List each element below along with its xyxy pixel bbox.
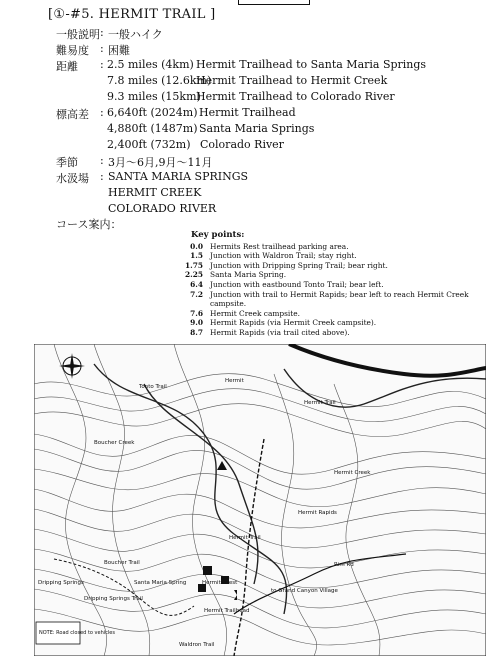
distance-colon: :	[100, 58, 104, 71]
map-label-hermit-trailhead: Hermit Trailhead	[204, 608, 250, 614]
map-label-hermits-rest: Hermits Rest	[202, 580, 238, 586]
key-point-mile: 1.75	[184, 260, 203, 270]
season-value: 3月～6月,9月～11月	[108, 156, 213, 169]
key-point	[183, 309, 483, 319]
elevation-value: 6,640ft (2024m)	[107, 106, 198, 119]
key-point	[183, 280, 483, 290]
season-label: 季節	[56, 156, 78, 169]
key-points-heading: Key points:	[191, 230, 245, 240]
elevation-colon: :	[100, 106, 104, 119]
key-point	[183, 251, 483, 261]
key-point-text: Hermit Rapids (via trail cited above).	[210, 327, 350, 337]
distance-value: 9.3 miles (15km)	[107, 90, 201, 103]
difficulty-label: 難易度	[56, 44, 89, 57]
description-colon: :	[100, 26, 104, 39]
note-text: NOTE: Road closed to vehicles	[39, 630, 115, 636]
key-point-text: Junction with eastbound Tonto Trail; bear left.	[210, 279, 384, 289]
key-point-mile: 9.0	[190, 318, 203, 328]
cropped-header-box	[238, 0, 310, 5]
key-point	[183, 318, 483, 328]
key-point-text: Junction with trail to Hermit Rapids; bear left to reach Hermit Creek campsite.	[210, 289, 469, 309]
elevation-value: 4,880ft (1487m)	[107, 122, 198, 135]
difficulty-colon: :	[100, 42, 104, 55]
elevation-value: 2,400ft (732m)	[107, 138, 191, 151]
water-source: COLORADO RIVER	[108, 202, 217, 215]
water-source: HERMIT CREEK	[108, 186, 202, 199]
map-label-waldron-trail: Waldron Trail	[179, 642, 215, 648]
map-label-dripping-springs: Dripping Springs	[38, 580, 84, 586]
elevation-desc: Hermit Trailhead	[199, 106, 296, 119]
page-title: [①-#5. HERMIT TRAIL ]	[48, 7, 216, 22]
key-point-text: Junction with Waldron Trail; stay right.	[210, 251, 357, 261]
map-label-hermit-trail-mid: Hermit Trail	[304, 400, 336, 406]
key-point	[183, 270, 483, 280]
course-guide-label: コース案内：	[56, 218, 122, 231]
key-point-text: Santa Maria Spring.	[210, 270, 287, 280]
key-point-text: Hermits Rest trailhead parking area.	[210, 241, 349, 251]
map-label-santa-maria-spring: Santa Maria Spring	[134, 580, 187, 586]
map-label-hermit-top: Hermit	[225, 378, 244, 384]
distance-desc: Hermit Trailhead to Hermit Creek	[196, 74, 388, 87]
description-label: 一般説明	[56, 28, 100, 41]
key-point	[183, 328, 483, 338]
key-point-mile: 8.7	[190, 327, 203, 337]
distance-value: 2.5 miles (4km)	[107, 58, 194, 71]
key-point	[183, 242, 483, 252]
key-points-list	[183, 231, 483, 338]
map-label-rim-road: Rim Rd	[334, 562, 354, 568]
map-label-hermit-trail-low: Hermit Trail	[229, 535, 261, 541]
elevation-label: 標高差	[56, 108, 89, 121]
season-colon: :	[100, 154, 104, 167]
distance-desc: Hermit Trailhead to Santa Maria Springs	[196, 58, 427, 71]
key-point-mile: 7.6	[190, 308, 203, 318]
key-point-text: Hermit Creek campsite.	[210, 308, 300, 318]
key-point-mile: 0.0	[190, 241, 203, 251]
key-point-text: Hermit Rapids (via Hermit Creek campsite).	[210, 318, 377, 328]
key-point-mile: 1.5	[190, 251, 203, 261]
trail-map	[34, 344, 486, 656]
key-point	[183, 261, 483, 271]
map-label-tonto-trail: Tonto Trail	[139, 384, 167, 390]
distance-label: 距離	[56, 60, 78, 73]
water-source: SANTA MARIA SPRINGS	[108, 170, 249, 183]
key-point	[183, 290, 483, 309]
difficulty-value: 困難	[108, 44, 130, 57]
key-point-mile: 6.4	[190, 279, 203, 289]
key-point-text: Junction with Dripping Spring Trail; bear right.	[210, 260, 388, 270]
key-point-mile: 7.2	[190, 289, 203, 299]
map-label-to-grand-canyon: to Grand Canyon Village	[271, 588, 338, 594]
map-label-hermit-rapids: Hermit Rapids	[298, 510, 337, 516]
map-label-boucher-trail: Boucher Trail	[104, 560, 140, 566]
distance-desc: Hermit Trailhead to Colorado River	[196, 90, 395, 103]
description-value: 一般ハイク	[108, 28, 163, 41]
distance-value: 7.8 miles (12.6km)	[107, 74, 212, 87]
elevation-desc: Santa Maria Springs	[199, 122, 315, 135]
map-label-dripping-springs-trail: Dripping Springs Trail	[84, 596, 143, 602]
elevation-desc: Colorado River	[200, 138, 284, 151]
water-label: 水汲場	[56, 172, 89, 185]
key-point-mile: 2.25	[184, 270, 203, 280]
map-label-boucher-creek: Boucher Creek	[94, 440, 135, 446]
map-label-hermit-creek: Hermit Creek	[334, 470, 371, 476]
water-colon: :	[100, 170, 104, 183]
